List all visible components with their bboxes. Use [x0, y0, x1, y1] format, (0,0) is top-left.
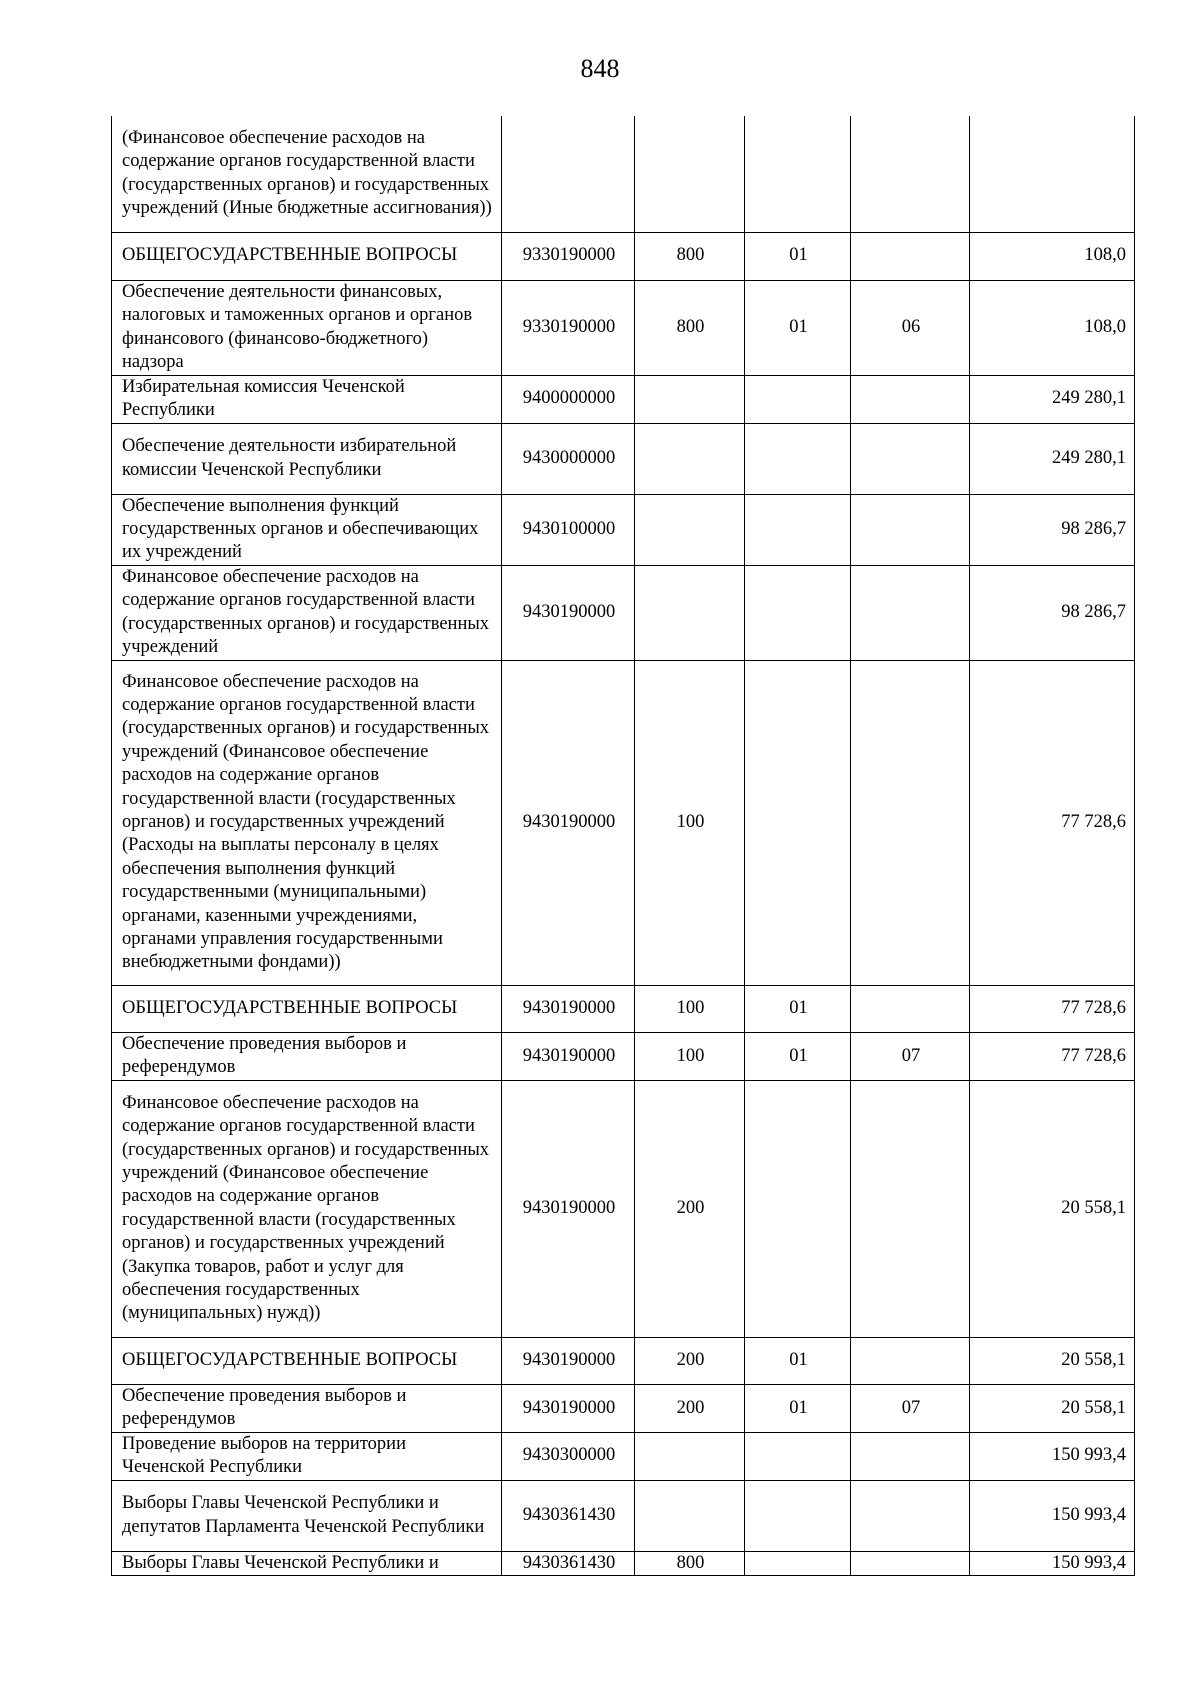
table-row: [112, 280, 1135, 375]
row-section: 01: [745, 280, 851, 375]
row-section: [745, 116, 851, 232]
row-name: Финансовое обеспечение расходов на содержание органов государственной власти (государственных органов) и государственных учреждений: [112, 565, 502, 660]
row-name: Финансовое обеспечение расходов на содержание органов государственной власти (государственных органов) и государственных учреждений (Финансовое обеспечение расходов на содержание органов государственной власти (государственных органов) и государственных учреждений (Закупка товаров, работ и услуг для обеспечения государственных (муниципальных) нужд)): [112, 1080, 502, 1337]
row-section: 01: [745, 985, 851, 1032]
row-target-article: 9430361430: [502, 1551, 635, 1575]
row-target-article: 9400000000: [502, 375, 635, 423]
row-name: (Финансовое обеспечение расходов на содержание органов государственной власти (государственных органов) и государственных учреждений (Иные бюджетные ассигнования)): [112, 116, 502, 232]
table-row: [112, 1337, 1135, 1384]
row-subsection: [851, 565, 970, 660]
row-name: Обеспечение деятельности финансовых, налоговых и таможенных органов и органов финансового (финансово-бюджетного) надзора: [112, 280, 502, 375]
row-target-article: 9430361430: [502, 1480, 635, 1551]
row-section: [745, 375, 851, 423]
row-name: Обеспечение выполнения функций государственных органов и обеспечивающих их учреждений: [112, 494, 502, 565]
row-target-article: 9430000000: [502, 423, 635, 494]
row-sum: 249 280,1: [970, 375, 1135, 423]
row-expense-type: 800: [635, 280, 745, 375]
row-expense-type: 100: [635, 660, 745, 985]
row-subsection: [851, 494, 970, 565]
row-target-article: 9430190000: [502, 660, 635, 985]
row-section: [745, 494, 851, 565]
row-target-article: 9430190000: [502, 1384, 635, 1432]
row-subsection: [851, 423, 970, 494]
row-target-article: 9430190000: [502, 1032, 635, 1080]
row-target-article: 9430100000: [502, 494, 635, 565]
table-row: [112, 565, 1135, 660]
table-row: [112, 1480, 1135, 1551]
table-row: [112, 1032, 1135, 1080]
row-sum: 108,0: [970, 232, 1135, 280]
row-section: [745, 565, 851, 660]
row-expense-type: [635, 116, 745, 232]
row-section: 01: [745, 1032, 851, 1080]
table-row: [112, 660, 1135, 985]
row-section: [745, 1480, 851, 1551]
row-name: Выборы Главы Чеченской Республики и: [112, 1551, 502, 1575]
row-subsection: [851, 232, 970, 280]
row-sum: 249 280,1: [970, 423, 1135, 494]
row-section: [745, 660, 851, 985]
row-expense-type: [635, 1432, 745, 1480]
row-subsection: [851, 1551, 970, 1575]
table-row: [112, 116, 1135, 232]
table-row: [112, 1384, 1135, 1432]
row-subsection: [851, 1080, 970, 1337]
row-name: Выборы Главы Чеченской Республики и депутатов Парламента Чеченской Республики: [112, 1480, 502, 1551]
row-subsection: [851, 375, 970, 423]
row-subsection: [851, 1432, 970, 1480]
row-target-article: 9430190000: [502, 1080, 635, 1337]
row-sum: 20 558,1: [970, 1384, 1135, 1432]
row-expense-type: [635, 494, 745, 565]
row-name: ОБЩЕГОСУДАРСТВЕННЫЕ ВОПРОСЫ: [112, 232, 502, 280]
row-name: ОБЩЕГОСУДАРСТВЕННЫЕ ВОПРОСЫ: [112, 1337, 502, 1384]
table-row: [112, 1432, 1135, 1480]
row-subsection: [851, 1337, 970, 1384]
row-section: [745, 1432, 851, 1480]
row-target-article: 9430190000: [502, 985, 635, 1032]
row-sum: 20 558,1: [970, 1337, 1135, 1384]
row-name: Обеспечение деятельности избирательной комиссии Чеченской Республики: [112, 423, 502, 494]
row-target-article: 9430190000: [502, 565, 635, 660]
row-sum: 77 728,6: [970, 985, 1135, 1032]
row-section: [745, 1080, 851, 1337]
row-expense-type: 200: [635, 1080, 745, 1337]
row-expense-type: [635, 1480, 745, 1551]
row-expense-type: 100: [635, 985, 745, 1032]
row-name: Обеспечение проведения выборов и референдумов: [112, 1032, 502, 1080]
row-name: Финансовое обеспечение расходов на содержание органов государственной власти (государственных органов) и государственных учреждений (Финансовое обеспечение расходов на содержание органов государственной власти (государственных органов) и государственных учреждений (Расходы на выплаты персоналу в целях обеспечения выполнения функций государственными (муниципальными) органами, казенными учреждениями, органами управления государственными внебюджетными фондами)): [112, 660, 502, 985]
row-sum: 98 286,7: [970, 494, 1135, 565]
row-expense-type: [635, 565, 745, 660]
row-sum: 77 728,6: [970, 1032, 1135, 1080]
table-row: [112, 985, 1135, 1032]
row-subsection: [851, 985, 970, 1032]
row-section: 01: [745, 1384, 851, 1432]
row-name: ОБЩЕГОСУДАРСТВЕННЫЕ ВОПРОСЫ: [112, 985, 502, 1032]
table-row: [112, 1551, 1135, 1575]
row-name: Проведение выборов на территории Чеченской Республики: [112, 1432, 502, 1480]
row-sum: 20 558,1: [970, 1080, 1135, 1337]
row-target-article: 9330190000: [502, 280, 635, 375]
row-subsection: [851, 116, 970, 232]
row-expense-type: [635, 375, 745, 423]
row-name: Обеспечение проведения выборов и референдумов: [112, 1384, 502, 1432]
row-expense-type: 800: [635, 232, 745, 280]
table-row: [112, 375, 1135, 423]
page-number: 848: [580, 54, 620, 83]
row-section: [745, 423, 851, 494]
budget-table: [111, 116, 1135, 1576]
row-sum: [970, 116, 1135, 232]
row-subsection: 07: [851, 1384, 970, 1432]
row-name: Избирательная комиссия Чеченской Республики: [112, 375, 502, 423]
row-expense-type: 200: [635, 1384, 745, 1432]
row-target-article: [502, 116, 635, 232]
row-sum: 150 993,4: [970, 1480, 1135, 1551]
table-row: [112, 1080, 1135, 1337]
row-target-article: 9430190000: [502, 1337, 635, 1384]
table-row: [112, 232, 1135, 280]
row-subsection: [851, 660, 970, 985]
row-expense-type: 800: [635, 1551, 745, 1575]
row-target-article: 9430300000: [502, 1432, 635, 1480]
table-row: [112, 423, 1135, 494]
row-section: [745, 1551, 851, 1575]
row-expense-type: 200: [635, 1337, 745, 1384]
row-section: 01: [745, 232, 851, 280]
table-row: [112, 494, 1135, 565]
row-expense-type: 100: [635, 1032, 745, 1080]
row-section: 01: [745, 1337, 851, 1384]
row-sum: 77 728,6: [970, 660, 1135, 985]
row-sum: 98 286,7: [970, 565, 1135, 660]
row-sum: 150 993,4: [970, 1551, 1135, 1575]
row-subsection: 07: [851, 1032, 970, 1080]
row-subsection: 06: [851, 280, 970, 375]
row-target-article: 9330190000: [502, 232, 635, 280]
row-sum: 108,0: [970, 280, 1135, 375]
row-sum: 150 993,4: [970, 1432, 1135, 1480]
row-expense-type: [635, 423, 745, 494]
row-subsection: [851, 1480, 970, 1551]
